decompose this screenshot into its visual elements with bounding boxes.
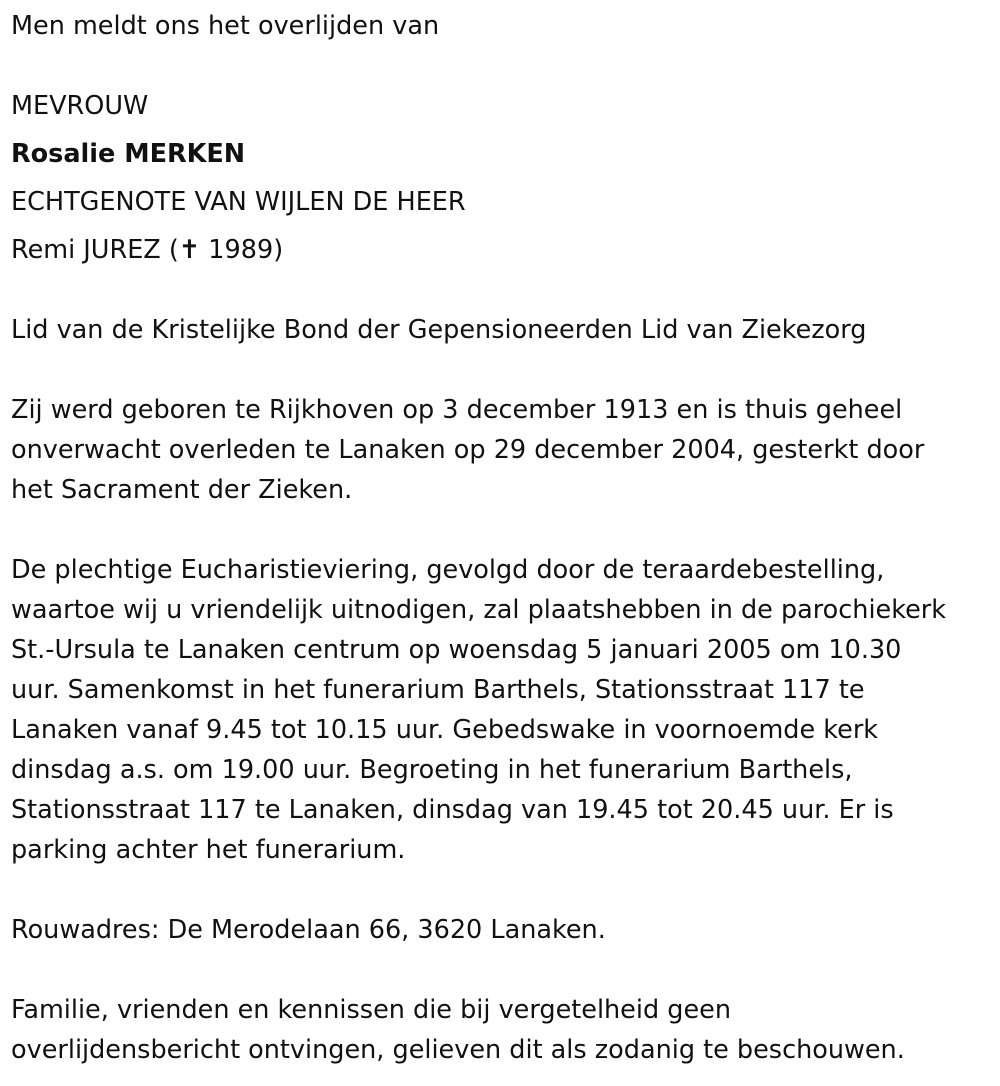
paragraph-line: onverwacht overleden te Lanaken op 29 december 2004, gesterkt door <box>11 435 925 465</box>
spacer <box>11 950 993 990</box>
spacer <box>11 870 993 910</box>
honorific: MEVROUW <box>11 91 149 121</box>
paragraph-line: Lanaken vanaf 9.45 tot 10.15 uur. Gebedswake in voornoemde kerk <box>11 715 879 745</box>
paragraph-line: St.-Ursula te Lanaken centrum op woensdag 5 januari 2005 om 10.30 <box>11 635 902 665</box>
death-notice <box>11 6 993 1070</box>
paragraph-line: uur. Samenkomst in het funerarium Barthels, Stationsstraat 117 te <box>11 675 865 705</box>
closing-paragraph <box>11 990 993 1070</box>
paragraph-line: parking achter het funerarium. <box>11 835 406 865</box>
paragraph-line: dinsdag a.s. om 19.00 uur. Begroeting in het funerarium Barthels, <box>11 755 853 785</box>
paragraph-line: Familie, vrienden en kennissen die bij vergetelheid geen <box>11 995 731 1025</box>
intro-text: Men meldt ons het overlijden van <box>11 11 440 41</box>
paragraph-line: het Sacrament der Zieken. <box>11 475 353 505</box>
deceased-name: Rosalie MERKEN <box>11 139 246 169</box>
spouse-name: Remi JUREZ (✝ 1989) <box>11 235 284 265</box>
membership-text: Lid van de Kristelijke Bond der Gepensioneerden Lid van Ziekezorg <box>11 315 867 345</box>
birth-death-paragraph <box>11 390 993 510</box>
ceremony-paragraph <box>11 550 993 870</box>
spacer <box>11 278 993 310</box>
paragraph-line: Zij werd geboren te Rijkhoven op 3 december 1913 en is thuis geheel <box>11 395 903 425</box>
relation-text: ECHTGENOTE VAN WIJLEN DE HEER <box>11 187 466 217</box>
mourning-address: Rouwadres: De Merodelaan 66, 3620 Lanaken. <box>11 915 606 945</box>
paragraph-line: overlijdensbericht ontvingen, gelieven dit als zodanig te beschouwen. <box>11 1035 905 1065</box>
paragraph-line: Stationsstraat 117 te Lanaken, dinsdag van 19.45 tot 20.45 uur. Er is <box>11 795 894 825</box>
spacer <box>11 54 993 86</box>
spacer <box>11 358 993 390</box>
paragraph-line: waartoe wij u vriendelijk uitnodigen, zal plaatshebben in de parochiekerk <box>11 595 947 625</box>
spacer <box>11 510 993 550</box>
paragraph-line: De plechtige Eucharistieviering, gevolgd door de teraardebestelling, <box>11 555 885 585</box>
